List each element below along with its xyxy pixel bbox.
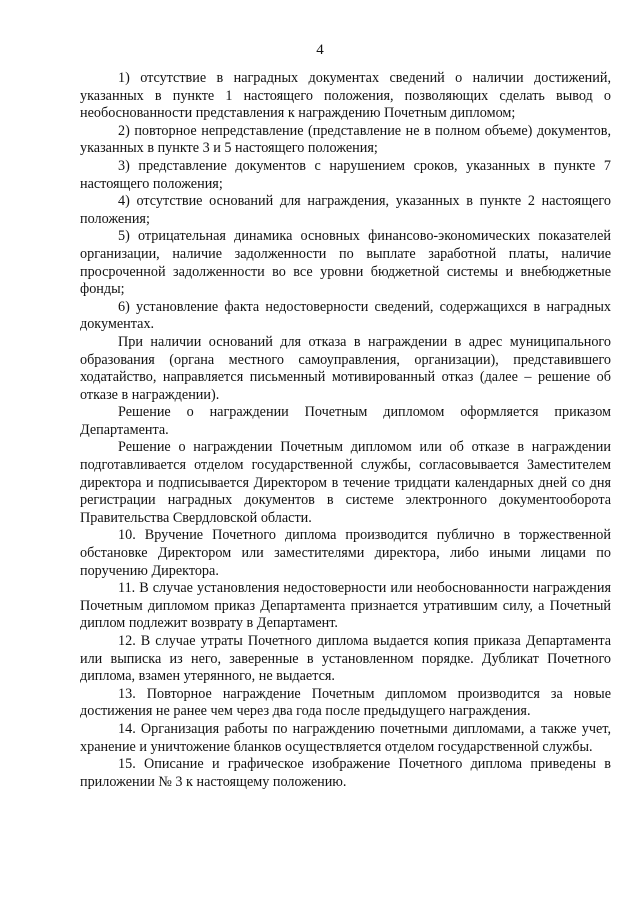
list-item-6-false-information: 6) установление факта недостоверности сведений, содержащихся в наградных документах.	[80, 298, 611, 333]
clause-15-description: 15. Описание и графическое изображение Почетного диплома приведены в приложении № 3 к настоящему положению.	[80, 756, 611, 790]
page-number: 4	[316, 42, 324, 58]
document-body	[80, 70, 611, 791]
clause-12-loss: 12. В случае утраты Почетного диплома выдается копия приказа Департамента или выписка из него, заверенные в установленном порядке. Дубликат Почетного диплома, взамен утерянного, не выдается.	[80, 633, 611, 685]
clause-11-revocation: 11. В случае установления недостоверности или необоснованности награждения Почетным дипломом приказ Департамента признается утратившим силу, а Почетный диплом подлежит возврату в Департамент.	[80, 580, 611, 632]
clause-10-presentation: 10. Вручение Почетного диплома производится публично в торжественной обстановке Директором или заместителями директора, либо иными лицами по поручению Директора.	[80, 527, 611, 579]
list-item-4-no-grounds: 4) отсутствие оснований для награждения, указанных в пункте 2 настоящего положения;	[80, 193, 611, 227]
list-item-1-missing-achievements: 1) отсутствие в наградных документах сведений о наличии достижений, указанных в пункте 1 настоящего положения, позволяющих сделать вывод о необоснованности представления к награждению Почетным дипломом;	[80, 70, 611, 122]
clause-14-organization: 14. Организация работы по награждению почетными дипломами, а также учет, хранение и уничтожение бланков осуществляется отделом государственной службы.	[80, 720, 611, 755]
list-item-3-deadline-violation: 3) представление документов с нарушением сроков, указанных в пункте 7 настоящего положения;	[80, 157, 611, 192]
refusal-notice-paragraph: При наличии оснований для отказа в награждении в адрес муниципального образования (органа местного самоуправления, организации), представившего ходатайство, направляется письменный мотивированный отказ (далее – решение об отказе в награждении).	[80, 333, 611, 403]
decision-preparation-paragraph: Решение о награждении Почетным дипломом или об отказе в награждении подготавливается отделом государственной службы, согласовывается Заместителем директора и подписывается Директором в течение тридцати календарных дней со дня регистрации наградных документов в системе электронного документооборота Правительства Свердловской области.	[80, 439, 611, 526]
clause-13-repeat-award: 13. Повторное награждение Почетным дипломом производится за новые достижения не ранее чем через два года после предыдущего награждения.	[80, 685, 611, 720]
list-item-2-repeated-nonsubmission: 2) повторное непредставление (представление не в полном объеме) документов, указанных в пункте 3 и 5 настоящего положения;	[80, 122, 611, 157]
award-decision-paragraph: Решение о награждении Почетным дипломом оформляется приказом Департамента.	[80, 404, 611, 438]
list-item-5-negative-dynamics: 5) отрицательная динамика основных финансово-экономических показателей организации, наличие задолженности по выплате заработной платы, наличие просроченной задолженности во все уровни бюджетной системы и внебюджетные фонды;	[80, 228, 611, 298]
